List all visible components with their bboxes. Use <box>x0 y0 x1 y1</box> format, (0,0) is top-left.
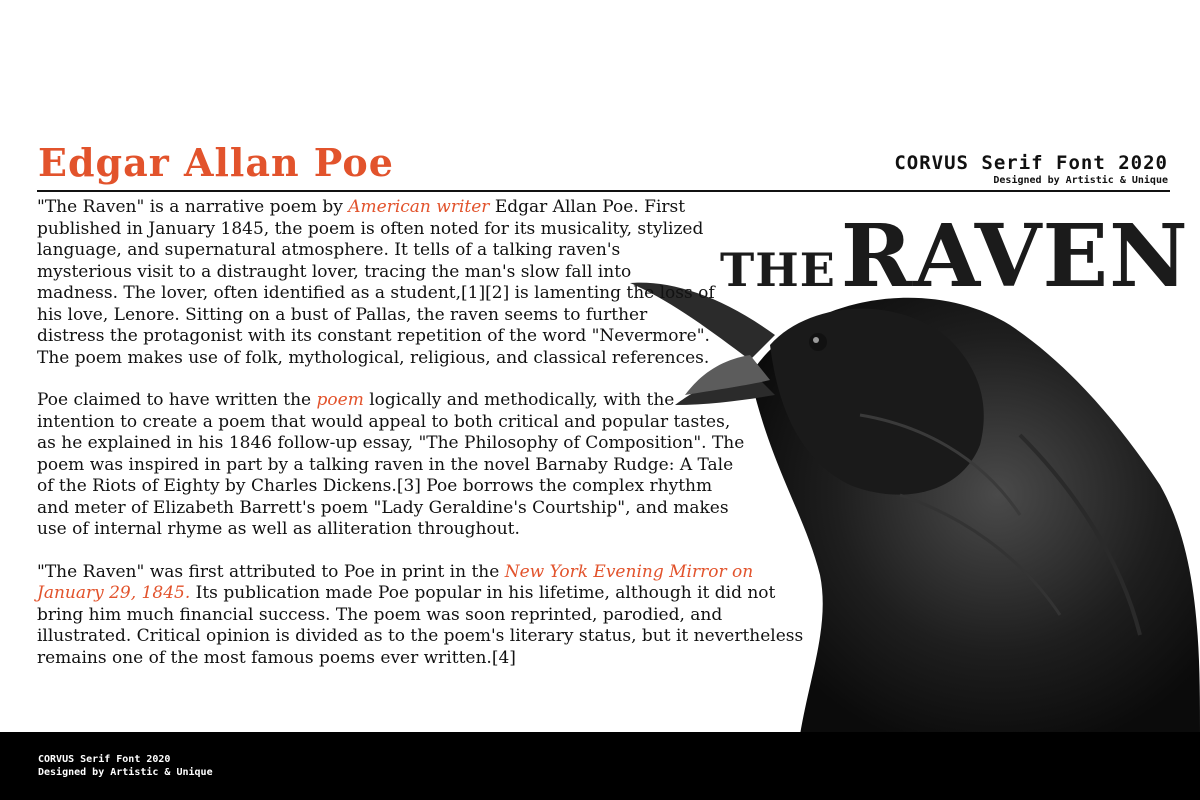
evening-mirror-link[interactable]: New York Evening Mirror on January 29, 1845. <box>37 561 754 603</box>
paragraph-2 <box>37 390 749 541</box>
header-divider <box>37 190 1170 192</box>
paragraph-2-text: Poe claimed to have written the <box>37 390 317 410</box>
footer-brand-subtitle: Designed by Artistic & Unique <box>38 767 213 778</box>
paragraph-3-text-cont: Its publication made Poe popular in his lifetime, although it did not bring him much financial success. The poem was soon reprinted, parodied, and illustrated. Critical opinion is divided as to the poem's literary status, but it nevertheless remains one of the most famous poems ever written.[4] <box>37 583 804 668</box>
paragraph-1 <box>37 197 717 369</box>
display-title-the: THE <box>720 243 836 297</box>
page-title: Edgar Allan Poe <box>38 140 394 185</box>
paragraph-1-text: "The Raven" is a narrative poem by <box>37 197 349 217</box>
paragraph-2-text-cont: logically and methodically, with the intention to create a poem that would appeal to both critical and popular tastes, as he explained in his 1846 follow-up essay, "The Philosophy of Composition". The poem was inspired in part by a talking raven in the novel Barnaby Rudge: A Tale of the Riots of Eighty by Charles Dickens.[3] Poe borrows the complex rhythm and meter of Elizabeth Barrett's poem "Lady Geraldine's Courtship", and makes use of internal rhyme as well as alliteration throughout. <box>37 390 745 539</box>
footer-bar <box>0 732 1200 800</box>
paragraph-3-text: "The Raven" was first attributed to Poe in print in the <box>37 561 505 582</box>
american-writer-link[interactable]: American writer <box>348 197 490 217</box>
brand-name: CORVUS Serif Font 2020 <box>894 152 1168 174</box>
footer-brand-name: CORVUS Serif Font 2020 <box>38 754 171 765</box>
display-title-raven: RAVEN <box>840 206 1189 307</box>
paragraph-1-text-cont: Edgar Allan Poe. First published in January 1845, the poem is often noted for its musicality, stylized language, and supernatural atmosphere. It tells of a talking raven's mysterious visit to a distraught lover, tracing the man's slow fall into madness. The lover, often identified as a student,[1][2] is lamenting the loss of his love, Lenore. Sitting on a bust of Pallas, the raven seems to further distress the protagonist with its constant repetition of the word "Nevermore". The poem makes use of folk, mythological, religious, and classical references. <box>37 197 715 368</box>
display-title <box>720 206 1189 307</box>
paragraph-3 <box>37 562 807 670</box>
brand-subtitle: Designed by Artistic & Unique <box>993 175 1168 186</box>
brand-block <box>894 152 1168 186</box>
article-body <box>37 197 804 690</box>
poem-link[interactable]: poem <box>316 390 364 410</box>
